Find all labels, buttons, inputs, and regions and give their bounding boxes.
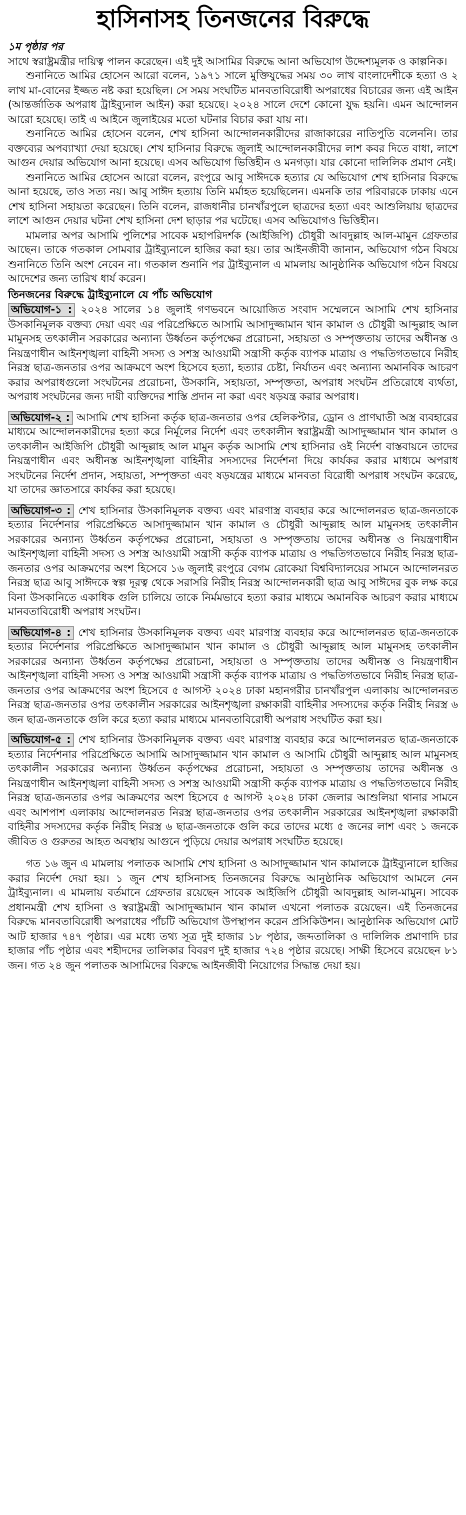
charge-label: অভিযোগ-৩ : bbox=[8, 504, 74, 518]
body-paragraph: শুনানিতে আমির হোসেন আরো বলেন, রংপুরে আবু সাঈদকে হত্যার যে অভিযোগ শেখ হাসিনার বিরুদ্ধে আনা হয়েছে, তাও সত্য নয়। আবু সাঈদ হত্যায় তিনি মর্মাহত হয়েছিলেন। এমনকি তার পরিবারকে ঢাকায় এনে শেখ হাসিনা সহায়তা করেছেন। তিনি বলেন, রাজধানীর চানখাঁরপুলে ছাত্রদের হত্যা এবং আশুলিয়ায় ছাত্রদের লাশে আগুন দেয়ার ঘটনা শেখ হাসিনা দেশ ছাড়ার পর ঘটেছে। এসব অভিযোগও ভিত্তিহীন। bbox=[8, 171, 458, 227]
charge-item bbox=[8, 733, 458, 849]
charge-item bbox=[8, 504, 458, 620]
charge-text: শেখ হাসিনার উসকানিমূলক বক্তব্য এবং মারণাস্ত্র ব্যবহার করে আন্দোলনরত ছাত্র-জনতাকে হত্যার নির্দেশনার পরিপ্রেক্ষিতে আসাদুজ্জামান খান কামাল ও চৌধুরী আব্দুল্লাহ আল মামুনসহ তৎকালীন সরকারের অন্যান্য উর্ধ্বতন কর্তৃপক্ষের প্ররোচনা, সহায়তা ও সম্পৃক্ততায় তাদের অধীনস্ত ও নিয়ন্ত্রণাধীন আইনশৃঙ্খলা বাহিনী সদস্য ও সশস্ত্র আওয়ামী সন্ত্রাসী কর্তৃক ব্যাপক মাত্রায় ও পদ্ধতিগতভাবে নিরীহ নিরস্ত্র ছাত্র-জনতার ওপর আক্রমণের অংশ হিসেবে ৫ আগস্ট ২০২৪ ঢাকা মহানগরীর চানখাঁরপুল এলাকায় আন্দোলনরত নিরস্ত্র ছাত্র-জনতার ওপর তৎকালীন সরকারের আইনশৃঙ্খলা রক্ষাকারী বাহিনীর সদস্যদের কর্তৃক নিরীহ নিরস্ত্র ৬ জন ছাত্র-জনতাকে গুলি করে হত্যা করার মাধ্যমে মানবতাবিরোধী অপরাধ সংঘটিত করা হয়। bbox=[8, 626, 458, 726]
spacer bbox=[8, 849, 458, 857]
charge-text: শেখ হাসিনার উসকানিমূলক বক্তব্য এবং মারণাস্ত্র ব্যবহার করে আন্দোলনরত ছাত্র-জনতাকে হত্যার নির্দেশনার পরিপ্রেক্ষিতে আসাদুজ্জামান খান কামাল ও চৌধুরী আব্দুল্লাহ আল মামুনসহ তৎকালীন সরকারের অন্যান্য উর্ধ্বতন কর্তৃপক্ষের প্ররোচনা, সহায়তা ও সম্পৃক্ততায় তাদের অধীনস্ত ও নিয়ন্ত্রণাধীন আইনশৃঙ্খলা বাহিনী সদস্য ও সশস্ত্র আওয়ামী সন্ত্রাসী কর্তৃক ব্যাপক মাত্রায় ও পদ্ধতিগতভাবে নিরীহ নিরস্ত্র ছাত্র-জনতার ওপর আক্রমণের অংশ হিসেবে ১৬ জুলাই রংপুরে বেগম রোকেয়া বিশ্ববিদ্যালয়ের সামনে আন্দোলনরত নিরস্ত্র ছাত্র আবু সাঈদকে স্বল্প দূরত্ব থেকে সরাসরি নিরীহ নিরস্ত্র আন্দোলনকারী ছাত্র আবু সাঈদের বুক লক্ষ করে বিনা উসকানিতে একাধিক গুলি চালিয়ে তাকে নির্মমভাবে হত্যা করার মাধ্যমে অমানবিক আচরণ করার মাধ্যমে মানবতাবিরোধী অপরাধ সংঘটন। bbox=[8, 504, 458, 618]
body-paragraph: শুনানিতে আমির হোসেন বলেন, শেখ হাসিনা আন্দোলনকারীদের রাজাকারের নাতিপুতি বলেননি। তার বক্তব্যের অপব্যাখ্যা দেয়া হয়েছে। শেখ হাসিনার বিরুদ্ধে জুলাই আন্দোলনকারীদের লাশ কবর দিতে বাধা, লাশে আগুন দেয়ার অভিযোগ আনা হয়েছে। এসব অভিযোগ ভিত্তিহীন ও মনগড়া। যার কোনো দালিলিক প্রমাণ নেই। bbox=[8, 128, 458, 169]
body-paragraph: শুনানিতে আমির হোসেন আরো বলেন, ১৯৭১ সালে মুক্তিযুদ্ধের সময় ৩০ লাখ বাংলাদেশীকে হত্যা ও ২ লাখ মা-বোনের ইজ্জত নষ্ট করা হয়েছিল। সে সময় সংঘটিত মানবতাবিরোধী অপরাধের বিচারের জন্য এই আইন (আন্তর্জাতিক অপরাধ ট্রাইব্যুনাল আইন) করা হয়েছে। ২০২৪ সালে দেশে কোনো যুদ্ধ হয়নি। এমন আন্দোলন আরো হয়েছে। তাই এ আইনে জুলাইয়ের মতো ঘটনার বিচার করা যায় না। bbox=[8, 70, 458, 126]
charge-label: অভিযোগ-১ : bbox=[8, 303, 75, 317]
charge-item bbox=[8, 303, 458, 405]
article-headline: হাসিনাসহ তিনজনের বিরুদ্ধে bbox=[96, 5, 370, 33]
body-paragraph: মামলার অপর আসামি পুলিশের সাবেক মহাপরিদর্শক (আইজিপি) চৌধুরী আবদুল্লাহ আল-মামুন গ্রেফতার আছেন। তাকে গতকাল সোমবার ট্রাইব্যুনালে হাজির করা হয়। তার আইনজীবী জানান, অভিযোগ গঠন বিষয়ে শুনানিতে তিনি অংশ নেবেন না। গতকাল শুনানি পর ট্রাইব্যুনাল এ মামলায় আনুষ্ঠানিক অভিযোগ গঠন বিষয়ে আদেশের জন্য তারিখ ধার্য করেন। bbox=[8, 229, 458, 285]
charge-text: আসামি শেখ হাসিনা কর্তৃক ছাত্র-জনতার ওপর হেলিকপ্টার, ড্রোন ও প্রাণঘাতী অস্ত্র ব্যবহারের মাধ্যমে আন্দোলনকারীদের হত্যা করে নির্মূলের নির্দেশ এবং তৎকালীন স্বরাষ্ট্রমন্ত্রী আসাদুজ্জামান খান কামাল ও তৎকালীন আইজিপি চৌধুরী আব্দুল্লাহ আল মামুন কর্তৃক আসামি শেখ হাসিনার ওই নির্দেশ বাস্তবায়নে তাদের নিয়ন্ত্রণাধীন এবং অধীনস্ত আইনশৃঙ্খলা বাহিনীর সদস্যদের নির্দেশনা দিয়ে কার্যকর করার মাধ্যমে অপরাধ সংঘটনের নির্দেশ প্রদান, সহায়তা, সম্পৃক্ততা এবং ষড়যন্ত্রের মাধ্যমে মানবতা বিরোধী অপরাধ সংঘটন করেছে, যা তাদের জ্ঞাতসারে কার্যকর করা হয়েছে। bbox=[8, 411, 458, 496]
charge-text: ২০২৪ সালের ১৪ জুলাই গণভবনে আয়োজিত সংবাদ সম্মেলনে আসামি শেখ হাসিনার উসকানিমূলক বক্তব্য দেয়া এবং এর পরিপ্রেক্ষিতে আসামি আসাদুজ্জামান খান কামাল ও চৌধুরী আব্দুল্লাহ আল মামুনসহ তৎকালীন সরকারের অন্যান্য উর্ধ্বতন কর্তৃপক্ষের প্ররোচনা, সহায়তা ও সম্পৃক্ততায় তাদের অধীনস্ত ও নিয়ন্ত্রণাধীন আইনশৃঙ্খলা বাহিনী সদস্য ও সশস্ত্র আওয়ামী সন্ত্রাসী কর্তৃক ব্যাপক মাত্রায় ও পদ্ধতিগতভাবে নিরীহ নিরস্ত্র ছাত্র-জনতার ওপর আক্রমণে অংশ হিসেবে হত্যা, হত্যার চেষ্টা, নির্যাতন এবং অন্যান্য অমানবিক আচরণ করার অপরাধগুলো সংঘটনের প্ররোচনা, উসকানি, সহায়তা, সম্পৃক্ততা, অপরাধ সংঘটন প্রতিরোধে ব্যর্থতা, অপরাধ সংঘটনের জন্য দায়ী ব্যক্তিদের শাস্তি প্রদান না করা এবং ষড়যন্ত্র করার অপরাধ। bbox=[8, 304, 458, 403]
charge-label: অভিযোগ-২ : bbox=[8, 411, 73, 425]
body-paragraph: সাথে স্বরাষ্ট্রমন্ত্রীর দায়িত্ব পালন করেছেন। এই দুই আসামির বিরুদ্ধে আনা অভিযোগ উদ্দেশ্যমূলক ও কাল্পনিক। bbox=[8, 55, 448, 68]
charge-text: শেখ হাসিনার উসকানিমূলক বক্তব্য এবং মারণাস্ত্র ব্যবহার করে আন্দোলনরত ছাত্র-জনতাকে হত্যার নির্দেশনার পরিপ্রেক্ষিতে আসামি আসাদুজ্জামান খান কামাল ও আসামি চৌধুরী আব্দুল্লাহ আল মামুনসহ তৎকালীন সরকারের অন্যান্য উর্ধ্বতন কর্তৃপক্ষের প্ররোচনা, সহায়তা ও সম্পৃক্ততায় তাদের অধীনস্ত ও নিয়ন্ত্রণাধীন আইনশৃঙ্খলা বাহিনী সদস্য ও সশস্ত্র আওয়ামী সন্ত্রাসী কর্তৃক ব্যাপক মাত্রায় ও পদ্ধতিগতভাবে নিরীহ নিরস্ত্র ছাত্র-জনতার ওপর আক্রমণের অংশ হিসেবে ৫ আগস্ট ২০২৪ ঢাকা জেলার আশুলিয়া থানার সামনে এবং আশপাশ এলাকায় আন্দোলনরত নিরস্ত্র ছাত্র-জনতার ওপর তৎকালীন সরকারের আইনশৃঙ্খলা রক্ষাকারী বাহিনীর সদস্যদের কর্তৃক নিরীহ নিরস্ত্র ৬ ছাত্র-জনতাকে গুলি করে তাদের মধ্যে ৫ জনের লাশ এবং ১ জনকে জীবিত ও গুরুতর আহত অবস্থায় আগুনে পুড়িয়ে দেয়ার অপরাধ সংঘটিত হয়েছে। bbox=[8, 734, 458, 848]
charges-subheading: তিনজনের বিরুদ্ধে ট্রাইব্যুনালে যে পাঁচ অভিযোগ bbox=[8, 288, 213, 301]
charge-item bbox=[8, 626, 458, 728]
charge-label: অভিযোগ-৪ : bbox=[8, 626, 74, 640]
charge-item bbox=[8, 411, 458, 498]
charge-label: অভিযোগ-৫ : bbox=[8, 733, 74, 747]
continuation-note: ১ম পৃষ্ঠার পর bbox=[8, 41, 64, 53]
closing-paragraph: গত ১৬ জুন এ মামলায় পলাতক আসামি শেখ হাসিনা ও আসাদুজ্জামান খান কামালকে ট্রাইব্যুনালে হাজির করার নির্দেশ দেয়া হয়। ১ জুন শেখ হাসিনাসহ তিনজনের বিরুদ্ধে আনুষ্ঠানিক অভিযোগ আমলে নেন ট্রাইব্যুনাল। এ মামলায় বর্তমানে গ্রেফতার রয়েছেন সাবেক আইজিপি চৌধুরী আবদুল্লাহ আল-মামুন। সাবেক প্রধানমন্ত্রী শেখ হাসিনা ও স্বরাষ্ট্রমন্ত্রী আসাদুজ্জামান খান কামাল এখনো পলাতক রয়েছেন। এই তিনজনের বিরুদ্ধে মানবতাবিরোধী অপরাধের পাঁচটি অভিযোগ উপস্থাপন করেন প্রসিকিউশন। আনুষ্ঠানিক অভিযোগ মোট আট হাজার ৭৪৭ পৃষ্ঠার। এর মধ্যে তথ্য সূত্র দুই হাজার ১৮ পৃষ্ঠার, জব্দতালিকা ও দালিলিক প্রমাণাদি চার হাজার পাঁচ পৃষ্ঠার এবং শহীদদের তালিকার বিবরণ দুই হাজার ৭২৪ পৃষ্ঠার রয়েছে। সাক্ষী হিসেবে রয়েছেন ৮১ জন। গত ২৪ জুন পলাতক আসামিদের বিরুদ্ধে আইনজীবী নিয়োগের সিদ্ধান্ত দেয়া হয়। bbox=[8, 858, 458, 972]
